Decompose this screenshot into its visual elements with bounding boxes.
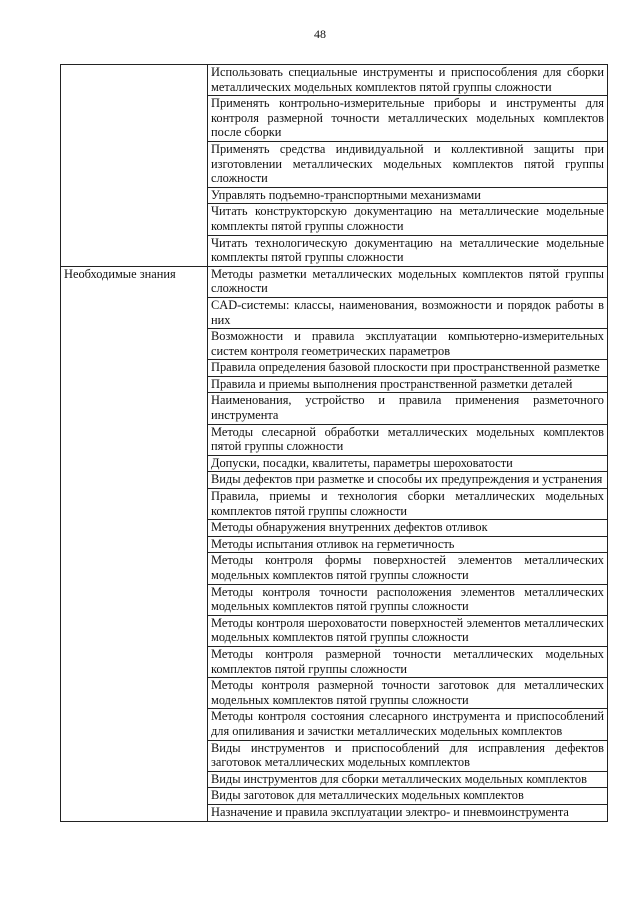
skill-item: Применять контрольно-измерительные приборы и инструменты для контроля размерной точности металлических модельных комплектов после сборки: [208, 96, 608, 142]
table-row: [61, 65, 608, 96]
knowledge-item: Методы контроля формы поверхностей элементов металлических модельных комплектов пятой группы сложности: [208, 553, 608, 584]
knowledge-item: Правила, приемы и технология сборки металлических модельных комплектов пятой группы сложности: [208, 489, 608, 520]
knowledge-item: Виды инструментов и приспособлений для исправления дефектов заготовок металлических модельных комплектов: [208, 740, 608, 771]
knowledge-item: Методы контроля размерной точности заготовок для металлических модельных комплектов пятой группы сложности: [208, 678, 608, 709]
knowledge-item: Правила и приемы выполнения пространственной разметки деталей: [208, 376, 608, 393]
knowledge-item: Возможности и правила эксплуатации компьютерно-измерительных систем контроля геометрических параметров: [208, 329, 608, 360]
requirements-table: [60, 64, 608, 822]
knowledge-item: Методы контроля размерной точности металлических модельных комплектов пятой группы сложности: [208, 646, 608, 677]
knowledge-item: Допуски, посадки, квалитеты, параметры шероховатости: [208, 455, 608, 472]
knowledge-item: Методы разметки металлических модельных комплектов пятой группы сложности: [208, 266, 608, 297]
knowledge-item: Методы контроля состояния слесарного инструмента и приспособлений для опиливания и зачистки металлических модельных комплектов: [208, 709, 608, 740]
knowledge-item: Наименования, устройство и правила применения разметочного инструмента: [208, 393, 608, 424]
skill-item: Читать технологическую документацию на металлические модельные комплекты пятой группы сложности: [208, 235, 608, 266]
skill-item: Управлять подъемно-транспортными механизмами: [208, 187, 608, 204]
skill-item: Применять средства индивидуальной и коллективной защиты при изготовлении металлических модельных комплектов пятой группы сложности: [208, 141, 608, 187]
page-number: 48: [314, 27, 326, 41]
knowledge-item: Правила определения базовой плоскости при пространственной разметке: [208, 360, 608, 377]
knowledge-item: Методы контроля точности расположения элементов металлических модельных комплектов пятой группы сложности: [208, 584, 608, 615]
skill-item: Использовать специальные инструменты и приспособления для сборки металлических модельных комплектов пятой группы сложности: [208, 65, 608, 96]
knowledge-item: CAD-системы: классы, наименования, возможности и порядок работы в них: [208, 297, 608, 328]
knowledge-item: Виды инструментов для сборки металлических модельных комплектов: [208, 771, 608, 788]
knowledge-item: Методы контроля шероховатости поверхностей элементов металлических модельных комплектов пятой группы сложности: [208, 615, 608, 646]
knowledge-item: Методы слесарной обработки металлических модельных комплектов пятой группы сложности: [208, 424, 608, 455]
section-label-skills: [61, 65, 208, 267]
table-row: [61, 266, 608, 297]
knowledge-item: Назначение и правила эксплуатации электро- и пневмоинструмента: [208, 804, 608, 821]
knowledge-item: Методы испытания отливок на герметичность: [208, 536, 608, 553]
knowledge-item: Виды дефектов при разметке и способы их предупреждения и устранения: [208, 472, 608, 489]
section-label-knowledge: Необходимые знания: [61, 266, 208, 821]
skill-item: Читать конструкторскую документацию на металлические модельные комплекты пятой группы сложности: [208, 204, 608, 235]
knowledge-item: Методы обнаружения внутренних дефектов отливок: [208, 520, 608, 537]
knowledge-item: Виды заготовок для металлических модельных комплектов: [208, 788, 608, 805]
